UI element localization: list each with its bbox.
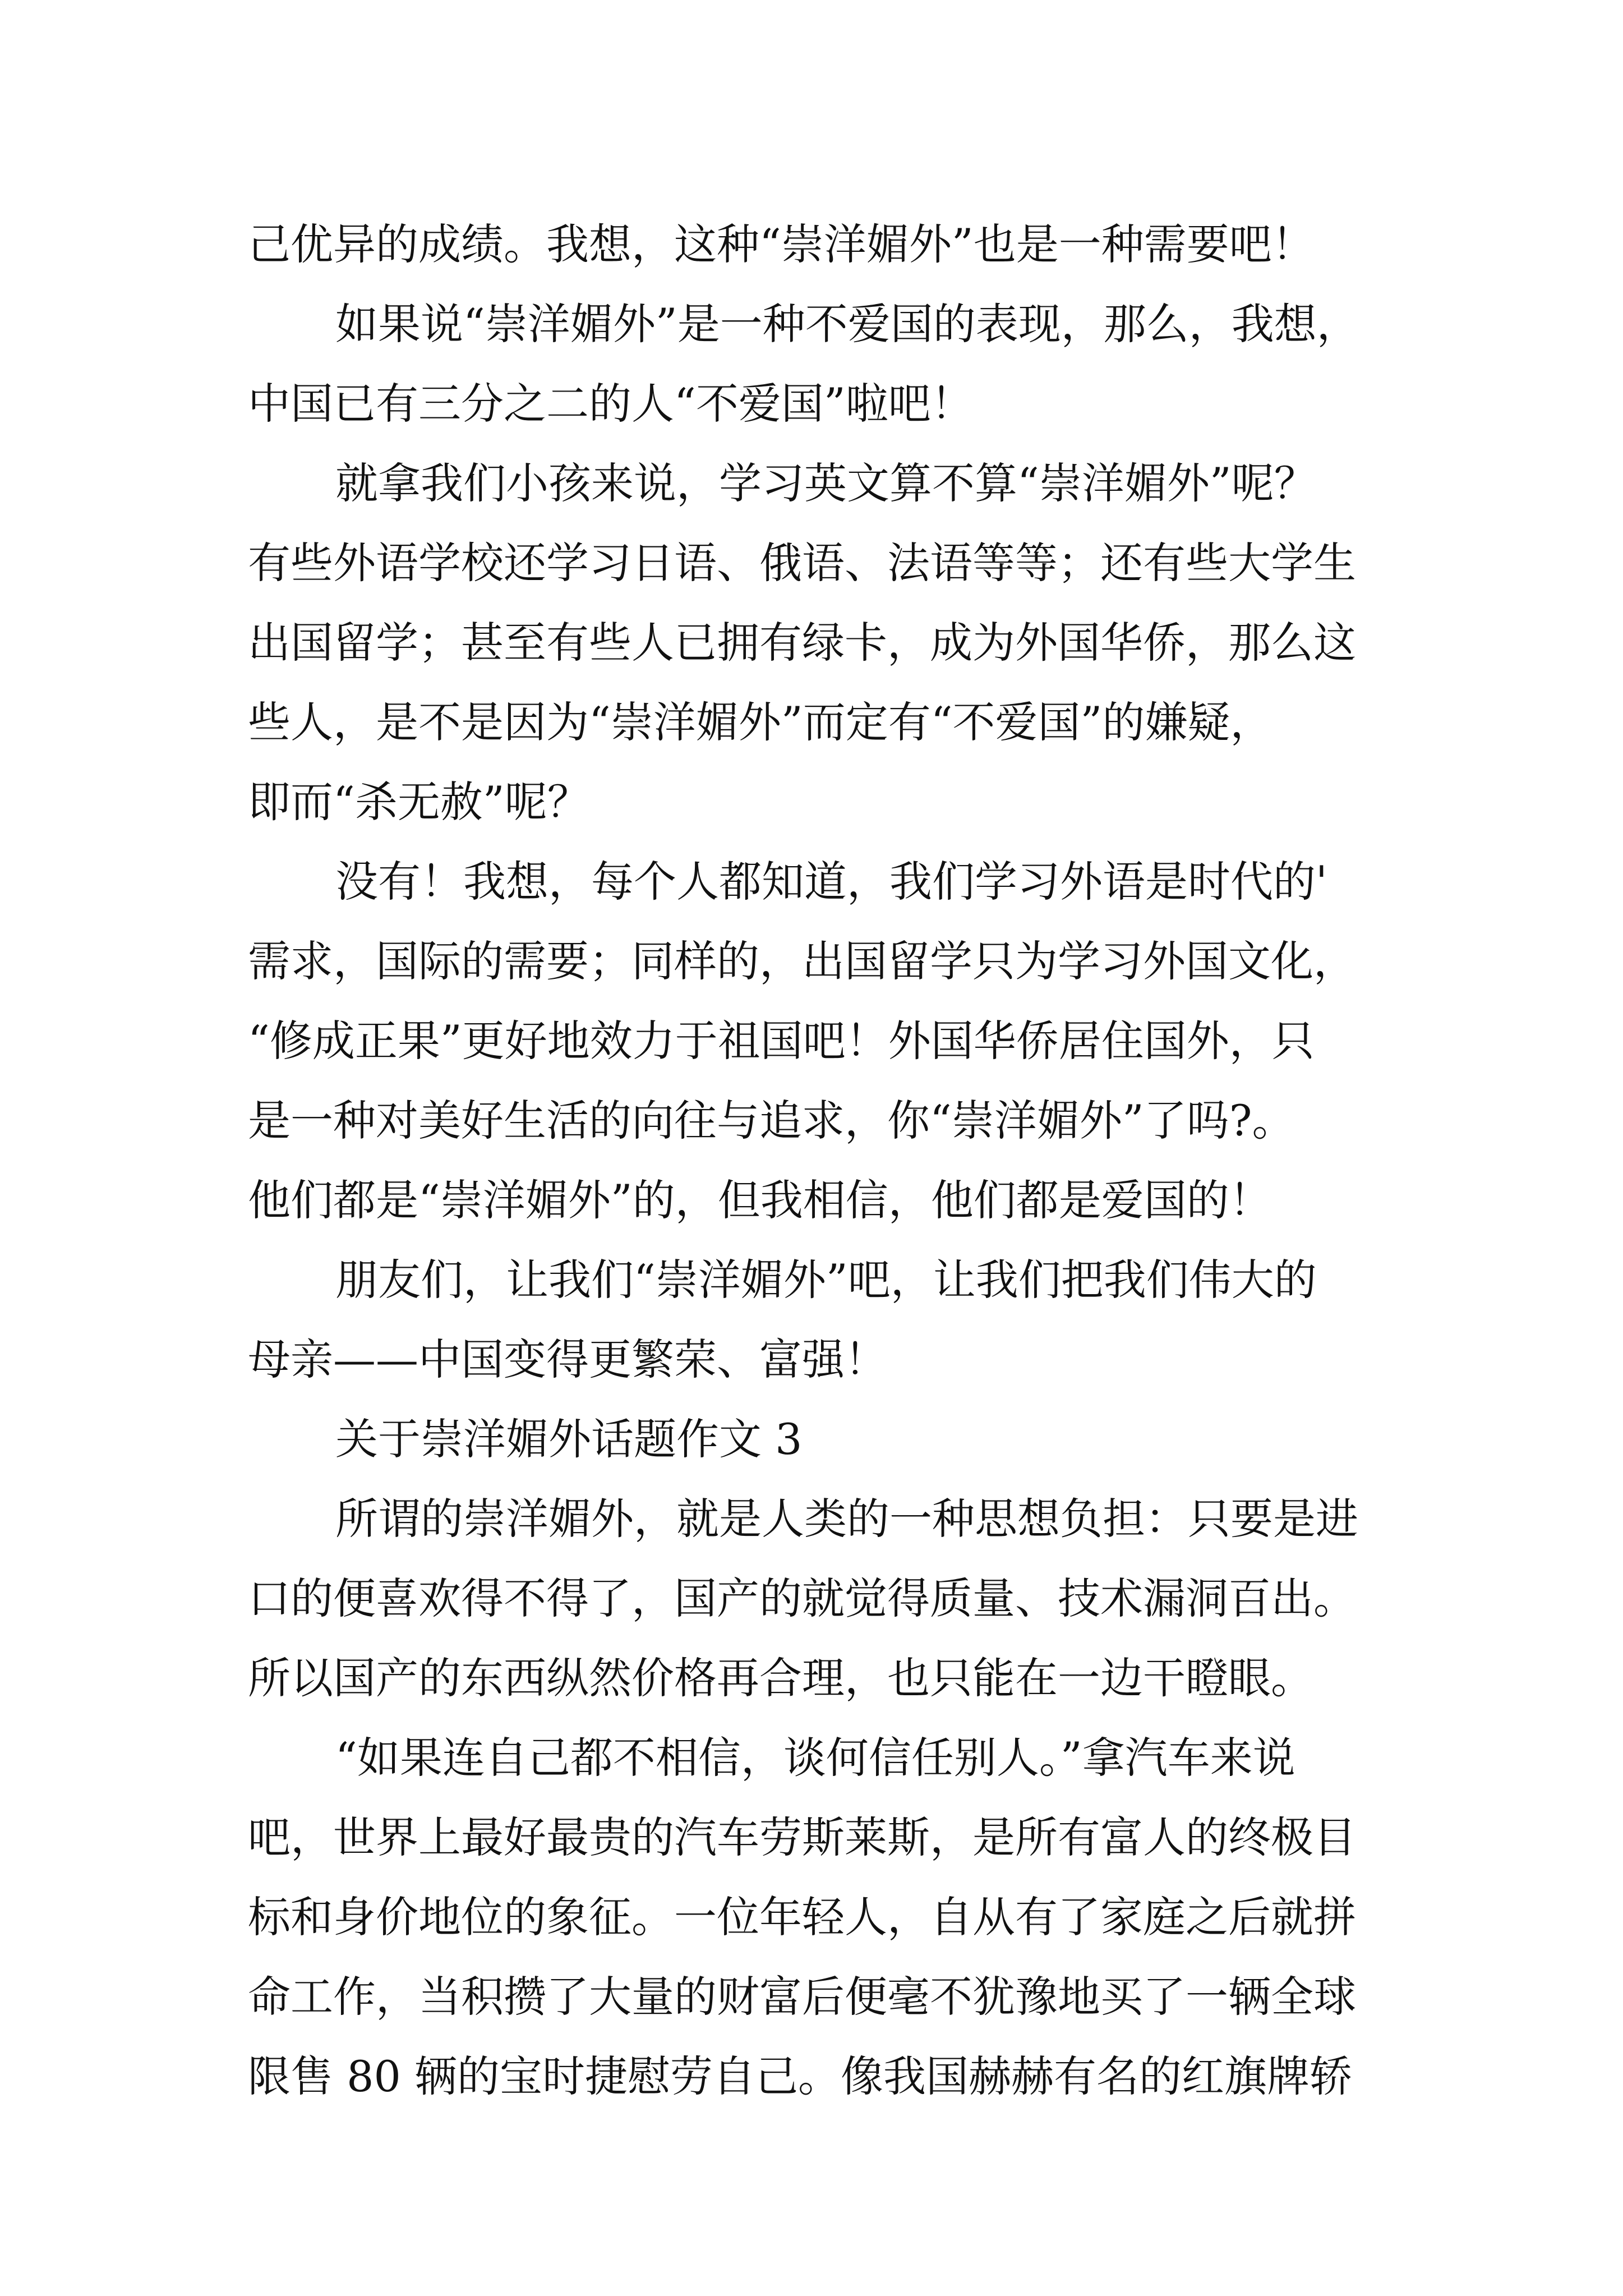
text-line: 出国留学；甚至有些人已拥有绿卡，成为外国华侨，那么这 — [248, 618, 1356, 668]
text-line: 朋友们，让我们“崇洋媚外”吧，让我们把我们伟大的 — [335, 1255, 1317, 1305]
text-line: 吧，世界上最好最贵的汽车劳斯莱斯，是所有富人的终极目 — [248, 1812, 1356, 1862]
text-line: 己优异的成绩。我想，这种“崇洋媚外”也是一种需要吧！ — [248, 219, 1315, 269]
text-line: 即而“杀无赦”呢？ — [248, 777, 590, 827]
text-line: 是一种对美好生活的向往与追求，你“崇洋媚外”了吗?。 — [248, 1096, 1295, 1145]
text-line: 就拿我们小孩来说，学习英文算不算“崇洋媚外”呢？ — [335, 458, 1317, 508]
text-line: 所以国产的东西纵然价格再合理，也只能在一边干瞪眼。 — [248, 1653, 1313, 1703]
text-line: 有些外语学校还学习日语、俄语、法语等等；还有些大学生 — [248, 538, 1356, 588]
section-heading: 关于崇洋媚外话题作文 3 — [335, 1414, 803, 1464]
text-line: 些人，是不是因为“崇洋媚外”而定有“不爱国”的嫌疑， — [248, 697, 1273, 747]
text-line: 命工作，当积攒了大量的财富后便毫不犹豫地买了一辆全球 — [248, 1972, 1356, 2022]
text-line: 母亲——中国变得更繁荣、富强！ — [248, 1335, 887, 1384]
text-line: 限售 80 辆的宝时捷慰劳自己。像我国赫赫有名的红旗牌轿 — [248, 2051, 1353, 2101]
text-line: 如果说“崇洋媚外”是一种不爱国的表现，那么，我想， — [335, 299, 1359, 349]
text-line: “如果连自己都不相信，谈何信任别人。”拿汽车来说 — [335, 1733, 1295, 1783]
text-line: 需求，国际的需要；同样的，出国留学只为学习外国文化， — [248, 936, 1356, 986]
text-line: 中国已有三分之二的人“不爱国”啦吧！ — [248, 379, 974, 429]
text-line: 没有！我想，每个人都知道，我们学习外语是时代的' — [335, 857, 1327, 907]
text-line: 标和身价地位的象征。一位年轻人，自从有了家庭之后就拼 — [248, 1892, 1356, 1942]
text-line: 口的便喜欢得不得了，国产的就觉得质量、技术漏洞百出。 — [248, 1573, 1356, 1623]
text-line: “修成正果”更好地效力于祖国吧！外国华侨居住国外，只 — [248, 1016, 1315, 1066]
text-line: 所谓的崇洋媚外，就是人类的一种思想负担：只要是进 — [335, 1494, 1358, 1544]
text-line: 他们都是“崇洋媚外”的，但我相信，他们都是爱国的！ — [248, 1175, 1272, 1225]
